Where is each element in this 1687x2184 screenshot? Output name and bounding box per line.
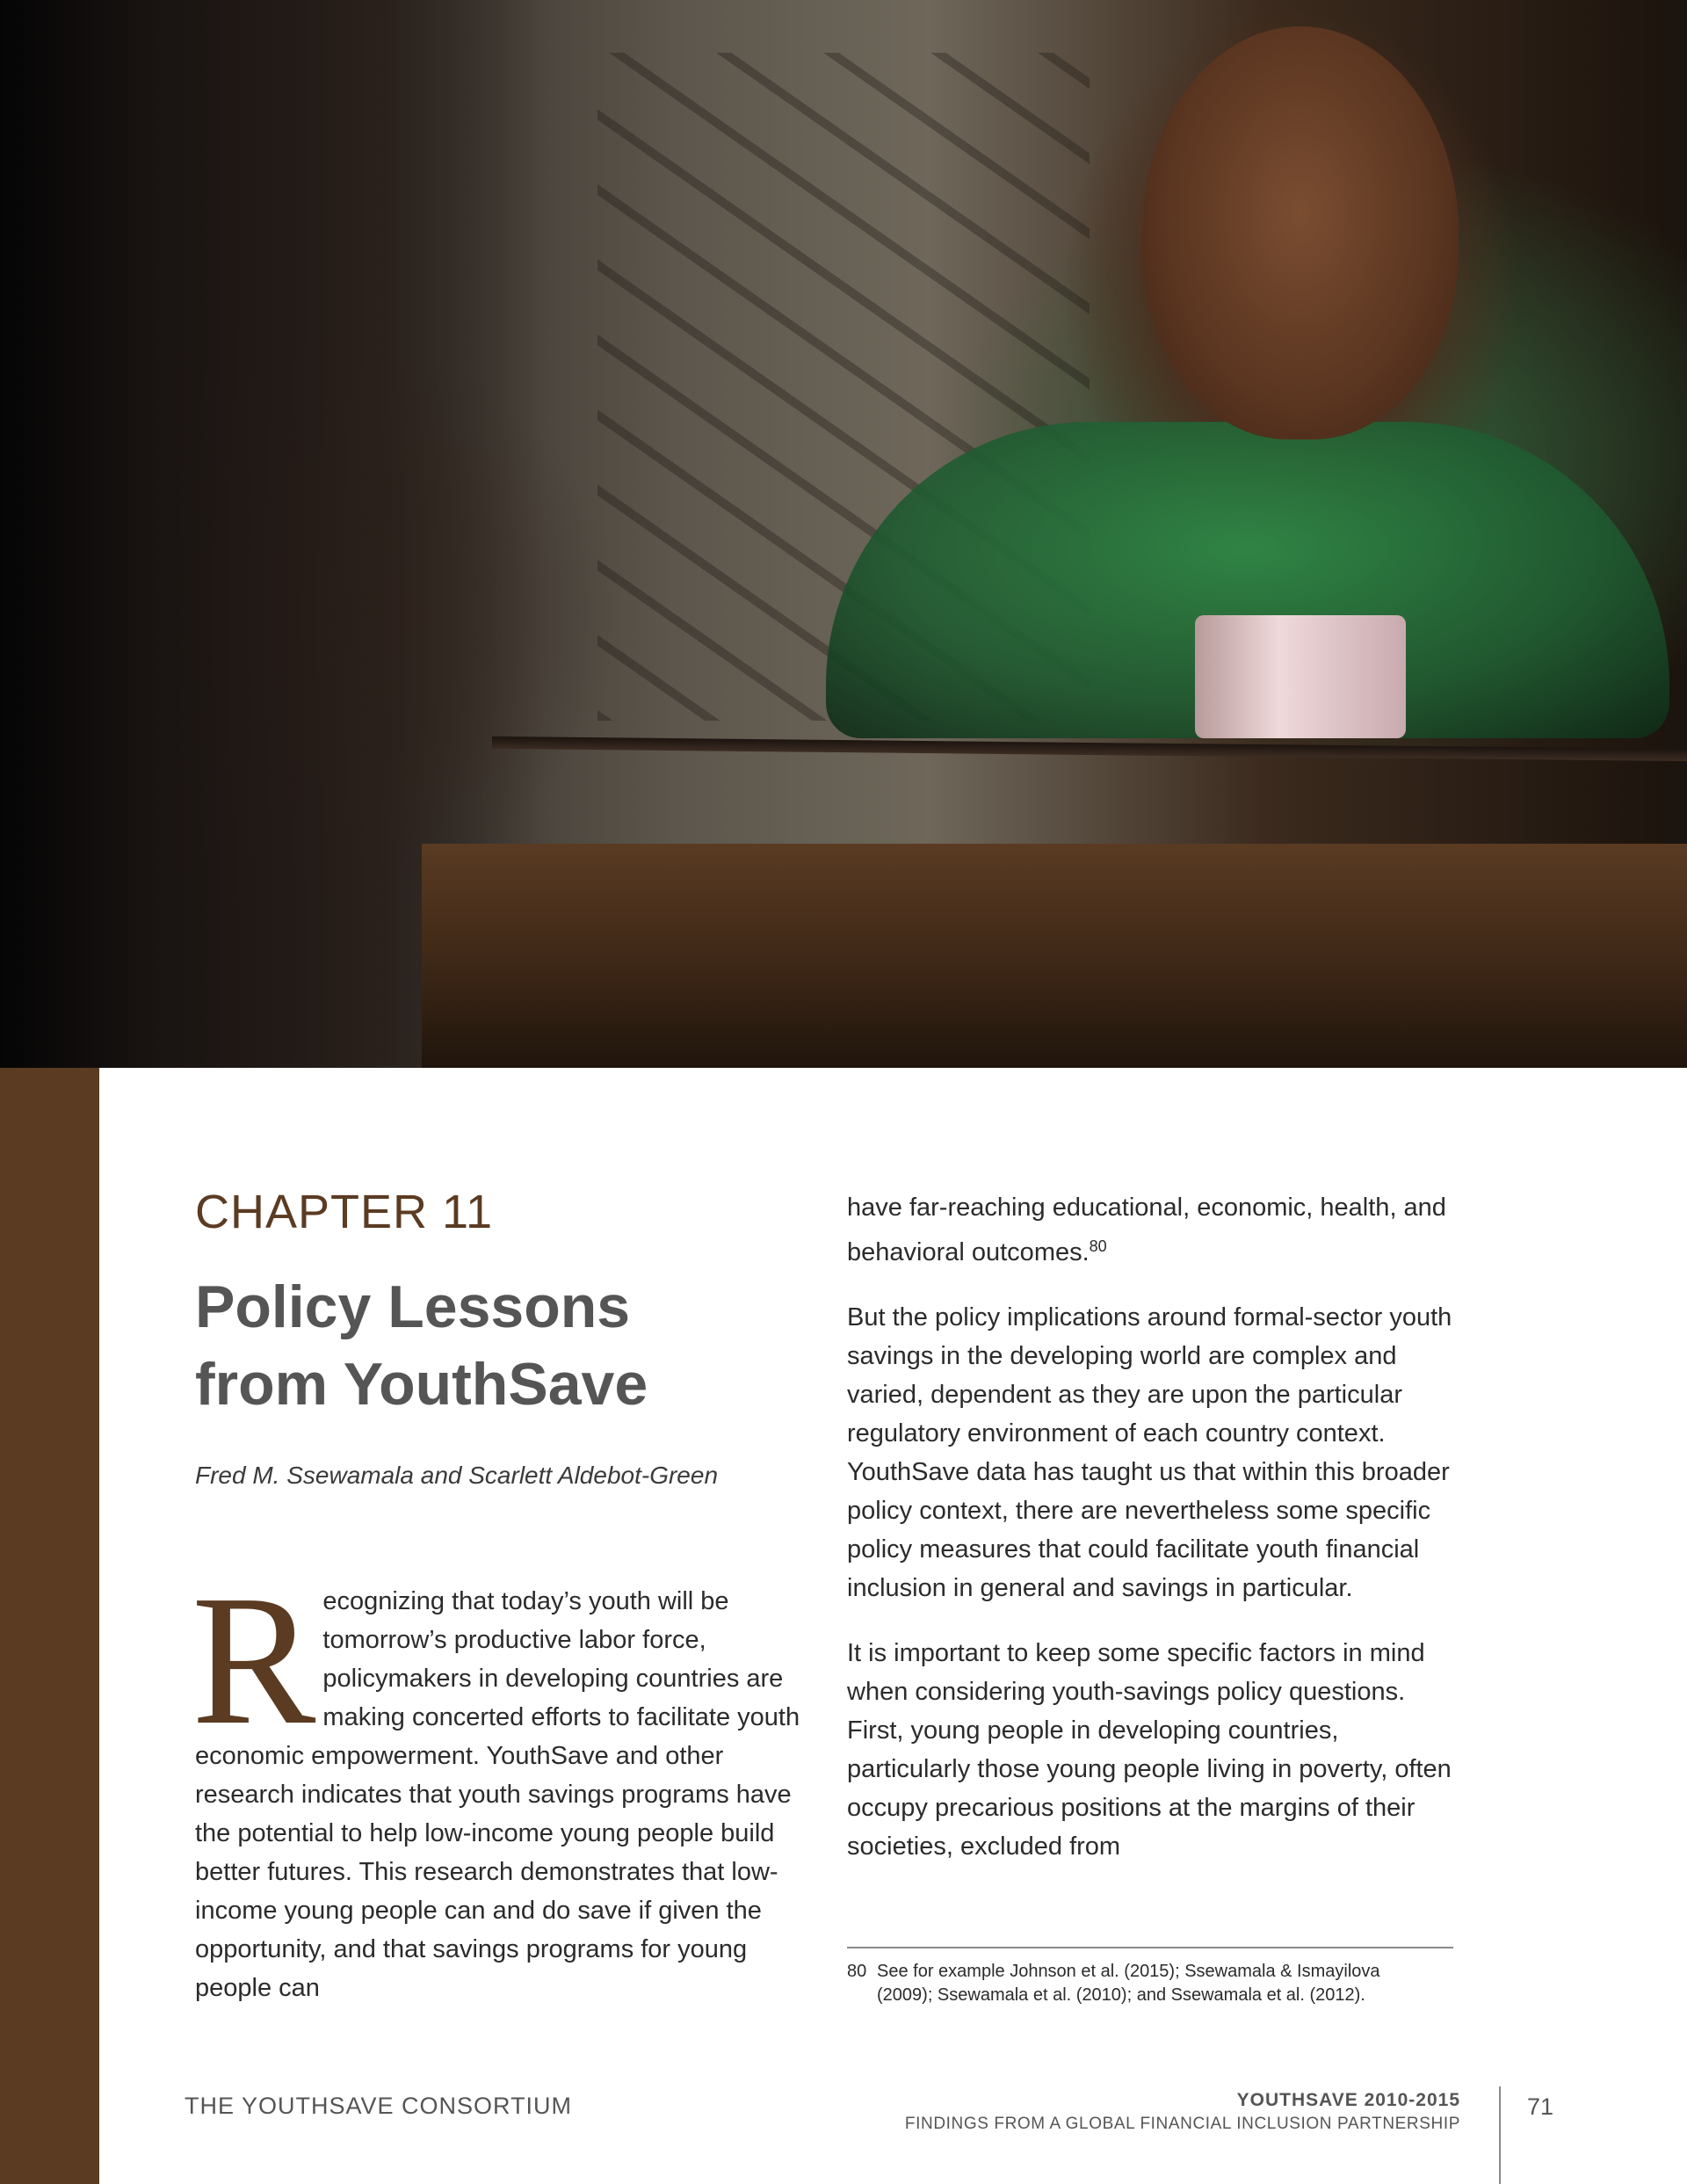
chapter-title-line-2: from YouthSave [195,1351,648,1419]
chapter-label: CHAPTER 11 [195,1186,494,1238]
footer-publisher: THE YOUTHSAVE CONSORTIUM [185,2093,573,2119]
page-number: 71 [1527,2093,1554,2120]
body-paragraph-1-text: have far-reaching educational, economic, health, and behavioral outcomes. [847,1194,1446,1266]
drop-cap: R [192,1556,316,1763]
savings-can [1195,615,1406,738]
intro-paragraph [192,1556,806,2007]
bank-counter [422,844,1687,1068]
chapter-title-line-1: Policy Lessons [195,1273,631,1341]
footnote-reference[interactable]: 80 [1089,1237,1107,1255]
counter-glass-edge [492,736,1687,761]
chapter-title [195,1268,810,1423]
footnote-divider [847,1947,1453,1948]
boy-face [1142,26,1459,439]
hero-photo [0,0,1687,1068]
footer-divider [1499,2086,1501,2184]
intro-text: ecognizing that today’s youth will be tomorrow’s productive labor force, policymakers in developing countries are making concerted efforts to facilitate youth economic empowerment. YouthSave and other research indicates that youth savings programs have the potential to help low-income young people build better futures. This research demonstrates that low-income young people can and do save if given the opportunity, and that savings programs for young people can [195,1587,800,2002]
chapter-authors: Fred M. Ssewamala and Scarlett Aldebot-Green [195,1462,719,1490]
footnote-text: See for example Johnson et al. (2015); Ssewamala & Ismayilova (2009); Ssewamala et al. (2010); and Ssewamala et al. (2012). [877,1962,1380,2005]
body-paragraph-1 [847,1188,1462,1272]
footnote-number: 80 [847,1962,867,1981]
footer-publication-subtitle: FINDINGS FROM A GLOBAL FINANCIAL INCLUSION PARTNERSHIP [904,2115,1460,2133]
chapter-heading [195,1186,810,1490]
side-accent-stripe [0,1068,99,2184]
footnote [847,1960,1462,2007]
footer-publication [905,2090,1460,2134]
body-paragraph-3: It is important to keep some specific factors in mind when considering youth-savings policy questions. First, young people in developing countries, particularly those young people living in poverty, often occupy precarious positions at the margins of their societies, excluded from [847,1639,1452,1861]
right-column [847,1188,1462,1892]
body-paragraph-2: But the policy implications around formal-sector youth savings in the developing world are complex and varied, dependent as they are upon the particular regulatory environment of each country context. YouthSave data has taught us that within this broader policy context, there are nevertheless some specific policy measures that could facilitate youth financial inclusion in general and savings in particular. [847,1303,1452,1602]
footer-publication-title: YOUTHSAVE 2010-2015 [1236,2090,1460,2110]
